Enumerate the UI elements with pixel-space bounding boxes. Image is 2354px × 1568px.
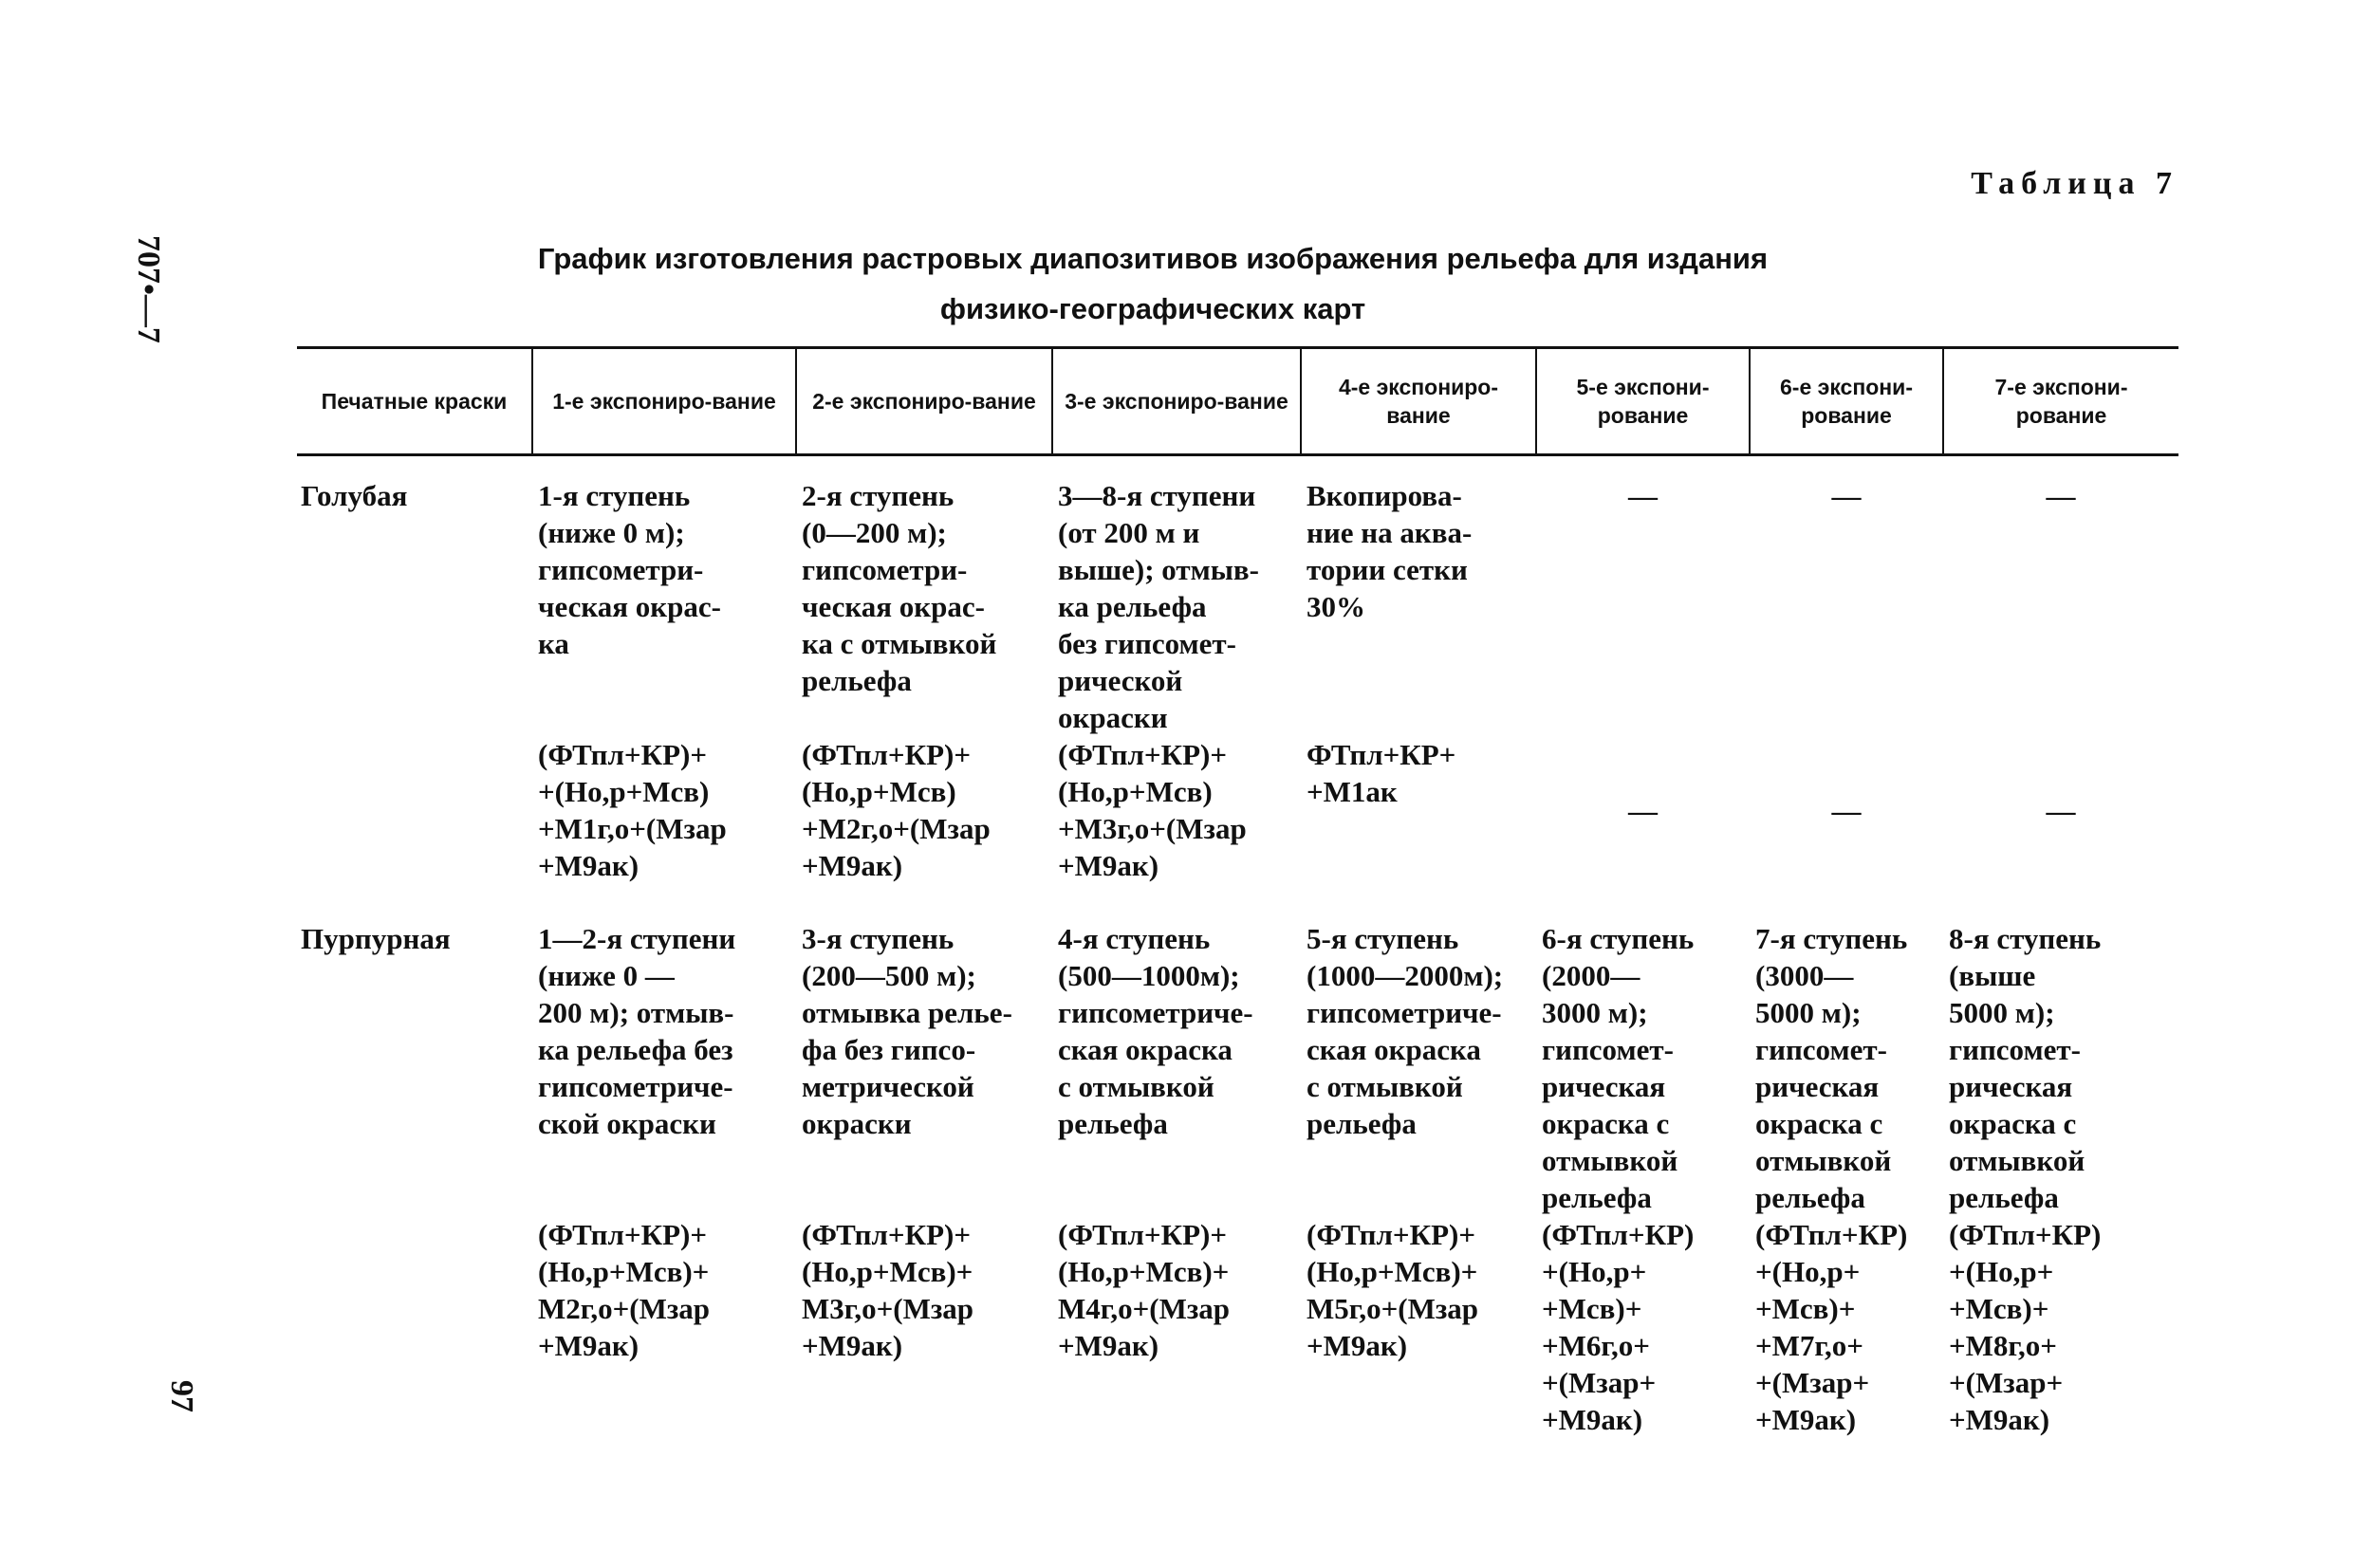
table-cell: 1-я ступень (ниже 0 м); гипсометри- ческая окрас- ка	[538, 479, 721, 660]
table-cell: Вкопирова- ние на аква- тории сетки 30%	[1307, 479, 1473, 623]
table-cell-formula: (ФТпл+КР)+ +(Но,р+Мсв) +М1г,о+(Мзар +М9ак)	[538, 738, 727, 882]
table-cell: 7-я ступень (3000— 5000 м); гипсомет- рическая окраска с отмывкой рельефа	[1755, 922, 1908, 1214]
table-cell: 2-я ступень (0—200 м); гипсометри- ческая окрас- ка с отмывкой рельефа	[802, 479, 997, 697]
table-cell-dash: —	[1628, 479, 1658, 512]
table-cell-formula: (ФТпл+КР)+ (Но,р+Мсв)+ М4г,о+(Мзар +М9ак)	[1058, 1218, 1231, 1362]
side-document-code: 707•—7	[131, 235, 166, 343]
table-title-line-2: физико-географических карт	[939, 292, 1366, 325]
page-number: 97	[164, 1380, 199, 1412]
table-row-purple-formula	[297, 1216, 2178, 1459]
table-cell-formula: (ФТпл+КР)+ (Но,р+Мсв) +М2г,о+(Мзар +М9ак)	[802, 738, 991, 882]
table-title-line-1: График изготовления растровых диапозитивов изображения рельефа для издания	[537, 242, 1769, 275]
column-header-exposure-7: 7-е экспони-рование	[1943, 348, 2178, 455]
column-header-inks: Печатные краски	[297, 348, 532, 455]
table-cell-dash: —	[1831, 793, 1862, 827]
table-cell-formula: (ФТпл+КР)+ (Но,р+Мсв)+ М3г,о+(Мзар +М9ак)	[802, 1218, 974, 1362]
table-cell: 4-я ступень (500—1000м); гипсометриче- ская окраска с отмывкой рельефа	[1058, 922, 1253, 1140]
table-number-label: Таблица 7	[1971, 166, 2178, 201]
table-cell-formula: ФТпл+КР+ +М1ак	[1307, 738, 1456, 808]
column-header-exposure-3: 3-е экспониро-вание	[1052, 348, 1301, 455]
row-label-blue: Голубая	[301, 479, 408, 512]
table-cell-dash: —	[2046, 479, 2076, 512]
table-cell: 3—8-я ступени (от 200 м и выше); отмыв- ка рельефа без гипсомет- рической окраски	[1058, 479, 1259, 734]
column-header-exposure-6: 6-е экспони-рование	[1750, 348, 1943, 455]
column-header-exposure-2: 2-е экспониро-вание	[796, 348, 1052, 455]
row-label-purple: Пурпурная	[301, 922, 451, 955]
table-row-blue-description	[297, 455, 2178, 737]
table-cell: 1—2-я ступени (ниже 0 — 200 м); отмыв- ка рельефа без гипсометриче- ской окраски	[538, 922, 736, 1140]
table-cell-dash: —	[1831, 479, 1862, 512]
table-cell: 5-я ступень (1000—2000м); гипсометриче- ская окраска с отмывкой рельефа	[1307, 922, 1504, 1140]
table-cell: 8-я ступень (выше 5000 м); гипсомет- рическая окраска с отмывкой рельефа	[1949, 922, 2102, 1214]
table-cell-empty	[297, 736, 532, 905]
table-cell-formula: (ФТпл+КР) +(Но,р+ +Мсв)+ +М7г,о+ +(Мзар+ +М9ак)	[1755, 1218, 1908, 1436]
header-row	[297, 348, 2178, 455]
table-row-purple-description	[297, 905, 2178, 1216]
table-cell-dash: —	[1628, 793, 1658, 827]
table-cell: 3-я ступень (200—500 м); отмывка релье- фа без гипсо- метрической окраски	[802, 922, 1012, 1140]
column-header-exposure-5: 5-е экспони-рование	[1536, 348, 1750, 455]
table-cell-empty	[297, 1216, 532, 1459]
table-cell: 6-я ступень (2000— 3000 м); гипсомет- рическая окраска с отмывкой рельефа	[1542, 922, 1695, 1214]
table-cell-formula: (ФТпл+КР) +(Но,р+ +Мсв)+ +М6г,о+ +(Мзар+ +М9ак)	[1542, 1218, 1695, 1436]
table-cell-formula: (ФТпл+КР)+ (Но,р+Мсв)+ М2г,о+(Мзар +М9ак)	[538, 1218, 711, 1362]
table-cell-formula: (ФТпл+КР)+ (Но,р+Мсв) +М3г,о+(Мзар +М9ак)	[1058, 738, 1247, 882]
column-header-exposure-1: 1-е экспониро-вание	[532, 348, 796, 455]
table-cell-formula: (ФТпл+КР) +(Но,р+ +Мсв)+ +М8г,о+ +(Мзар+ +М9ак)	[1949, 1218, 2102, 1436]
column-header-exposure-4: 4-е экспониро-вание	[1301, 348, 1536, 455]
table-row-blue-formula	[297, 736, 2178, 905]
exposure-schedule-table	[297, 346, 2178, 1459]
table-cell-formula: (ФТпл+КР)+ (Но,р+Мсв)+ М5г,о+(Мзар +М9ак)	[1307, 1218, 1479, 1362]
table-cell-dash: —	[2046, 793, 2076, 827]
